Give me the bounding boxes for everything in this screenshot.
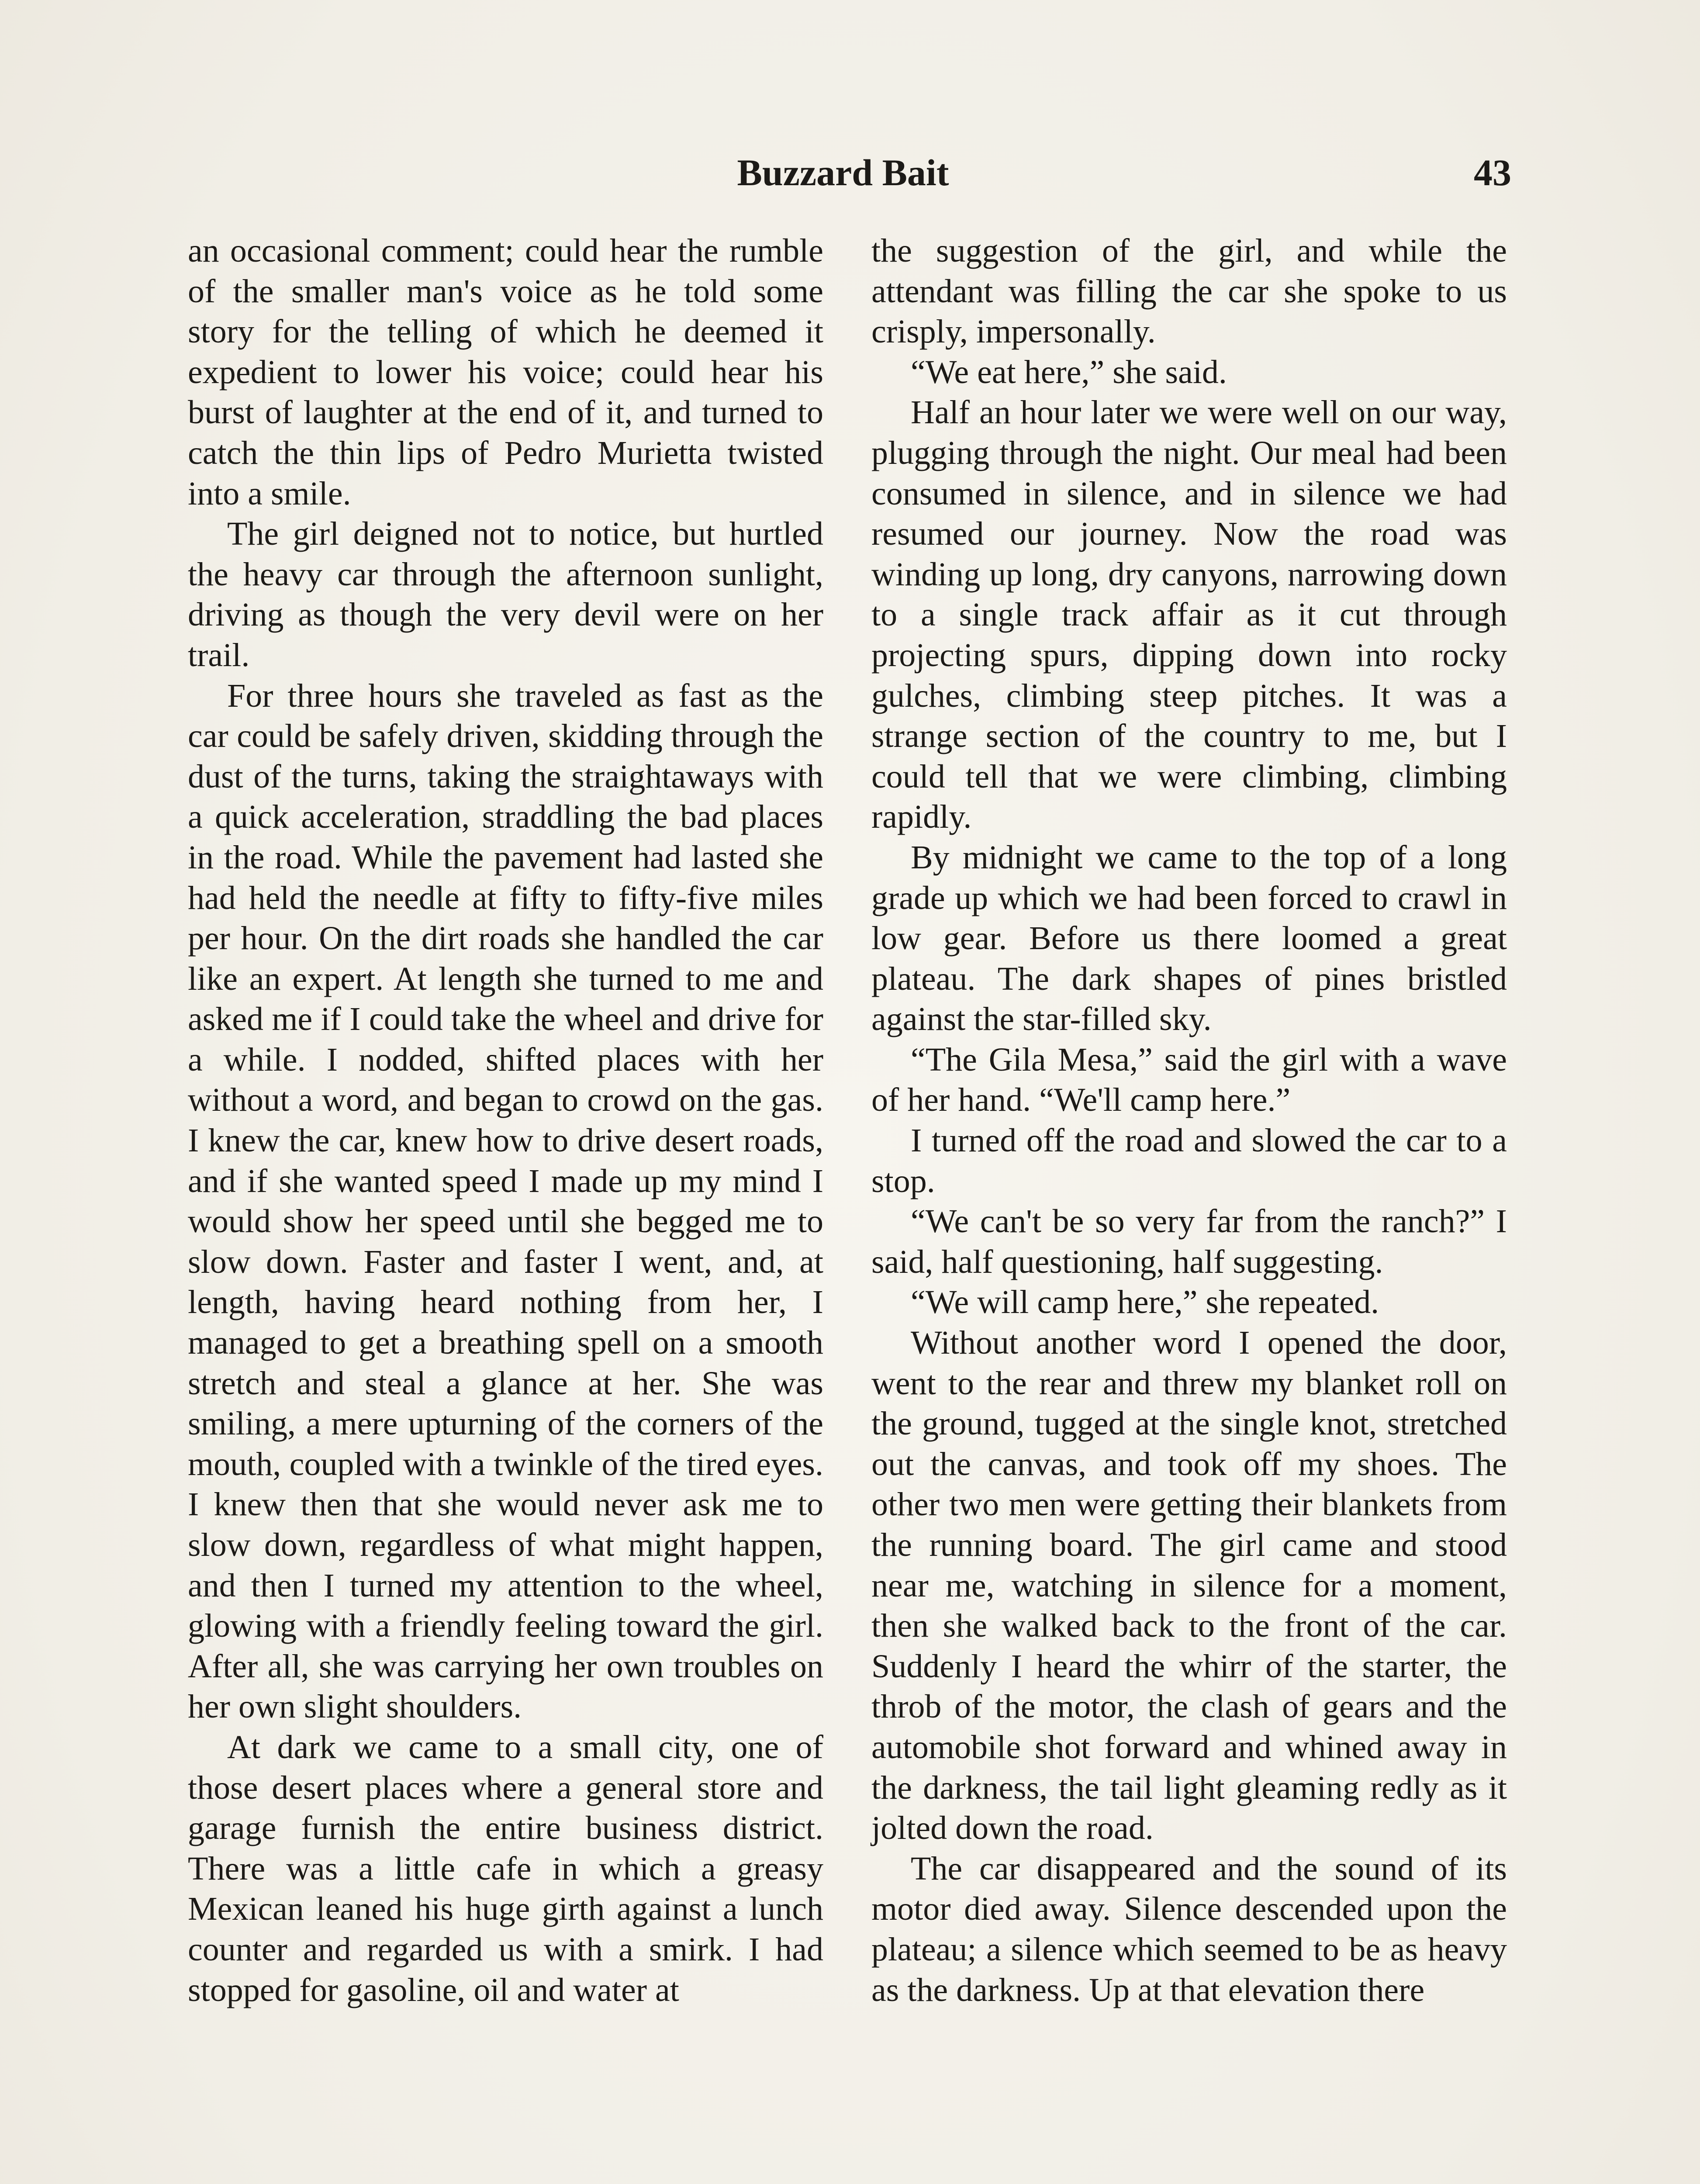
page-number: 43 xyxy=(1474,152,1511,194)
paragraph: The car disappeared and the sound of its motor died away. Silence descended upon the plateau; a silence which seemed to be as heavy as the darkness. Up at that elevation there xyxy=(871,1850,1507,2008)
paragraph: At dark we came to a small city, one of those desert places where a general store and garage furnish the entire business district. There was a little cafe in which a greasy Mexican leaned his huge girth against a lunch counter and regarded us with a smirk. I had stopped for gasoline, oil and water at xyxy=(188,1728,823,2008)
left-column xyxy=(188,231,823,2184)
paragraph: I turned off the road and slowed the car to a stop. xyxy=(871,1122,1507,1199)
running-title: Buzzard Bait xyxy=(737,152,949,194)
paragraph: Without another word I opened the door, went to the rear and threw my blanket roll on the ground, tugged at the single knot, stretched out the canvas, and took off my shoes. The other two men were getting their blankets from the running board. The girl came and stood near me, watching in silence for a moment, then she walked back to the front of the car. Suddenly I heard the whirr of the starter, the throb of the motor, the clash of gears and the automobile shot forward and whined away in the darkness, the tail light gleaming redly as it jolted down the road. xyxy=(871,1324,1507,1847)
page-header xyxy=(175,144,1511,201)
paragraph: For three hours she traveled as fast as the car could be safely driven, skidding through the dust of the turns, taking the straightaways with a quick acceleration, straddling the bad places in the road. While the pavement had lasted she had held the needle at fifty to fifty-five miles per hour. On the dirt roads she handled the car like an expert. At length she turned to me and asked me if I could take the wheel and drive for a while. I nodded, shifted places with her without a word, and began to crowd on the gas. I knew the car, knew how to drive desert roads, and if she wanted speed I made up my mind I would show her speed until she begged me to slow down. Faster and faster I went, and, at length, having heard nothing from her, I managed to get a breathing spell on a smooth stretch and steal a glance at her. She was smiling, a mere upturning of the corners of the mouth, coupled with a twinkle of the tired eyes. I knew then that she would never ask me to slow down, regardless of what might happen, and then I turned my attention to the wheel, glowing with a friendly feeling toward the girl. After all, she was carrying her own troubles on her own slight shoulders. xyxy=(188,677,823,1725)
paragraph: The girl deigned not to notice, but hurtled the heavy car through the afternoon sunlight, driving as though the very devil were on her trail. xyxy=(188,515,823,674)
paragraph: “We eat here,” she said. xyxy=(911,353,1227,390)
paragraph: the suggestion of the girl, and while the attendant was filling the car she spoke to us crisply, impersonally. xyxy=(871,232,1507,350)
paragraph: “The Gila Mesa,” said the girl with a wave of her hand. “We'll camp here.” xyxy=(871,1041,1507,1119)
text-columns xyxy=(188,231,1507,2184)
paragraph: By midnight we came to the top of a long grade up which we had been forced to crawl in low gear. Before us there loomed a great plateau. The dark shapes of pines bristled against the star-filled sky. xyxy=(871,839,1507,1038)
right-column xyxy=(871,231,1507,2184)
paragraph: “We can't be so very far from the ranch?” I said, half questioning, half suggesting. xyxy=(871,1203,1507,1280)
paragraph: Half an hour later we were well on our way, plugging through the night. Our meal had been consumed in silence, and in silence we had resumed our journey. Now the road was winding up long, dry canyons, narrowing down to a single track affair as it cut through projecting spurs, dipping down into rocky gulches, climbing steep pitches. It was a strange section of the country to me, but I could tell that we were climbing, climbing rapidly. xyxy=(871,394,1507,836)
paragraph: “We will camp here,” she repeated. xyxy=(911,1284,1379,1321)
paragraph: an occasional comment; could hear the rumble of the smaller man's voice as he told some story for the telling of which he deemed it expedient to lower his voice; could hear his burst of laughter at the end of it, and turned to catch the thin lips of Pedro Murietta twisted into a smile. xyxy=(188,232,823,512)
